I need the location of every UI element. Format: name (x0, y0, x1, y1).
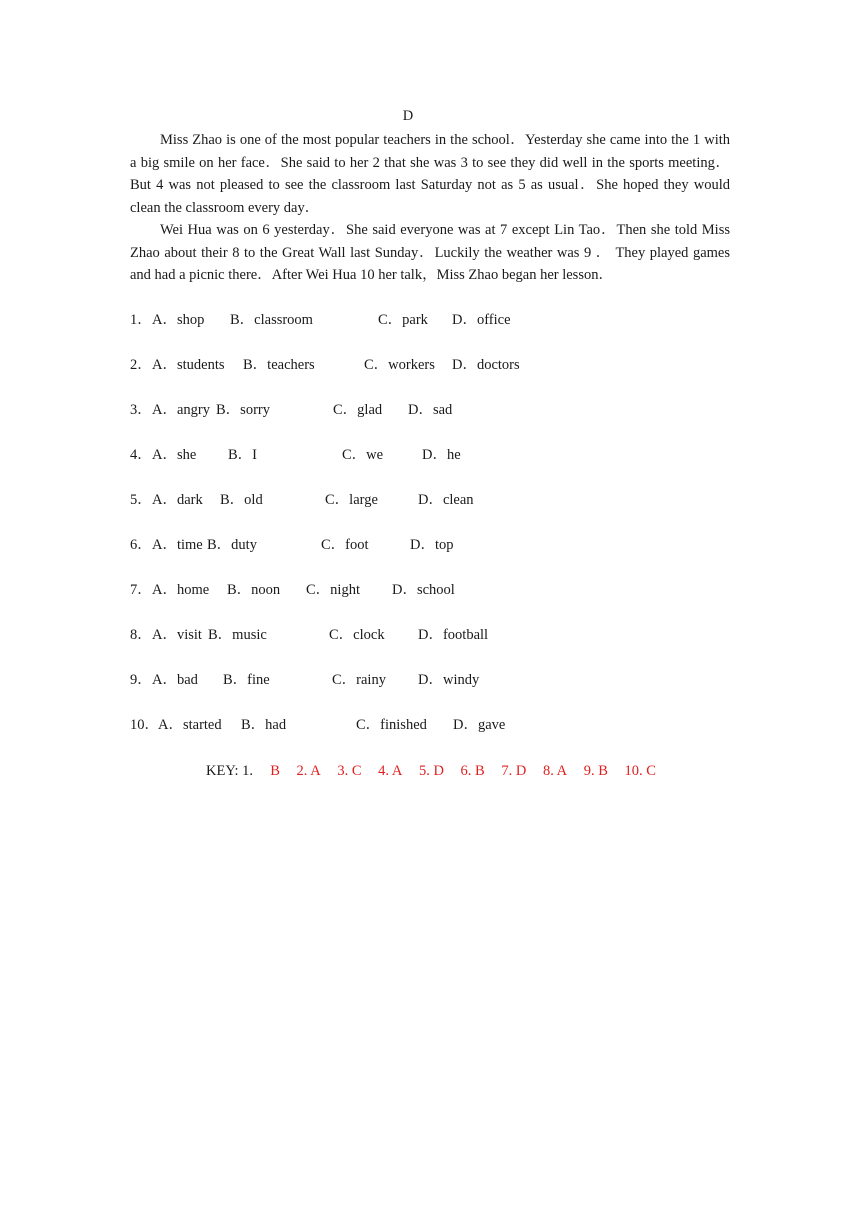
question-row (130, 624, 750, 669)
option-d: D．office (452, 312, 511, 328)
question-number: 8． (130, 627, 152, 643)
option-b: B．duty (207, 537, 257, 553)
option-d: D．windy (418, 672, 480, 688)
answer-key-item: B (270, 763, 280, 779)
question-number: 6． (130, 537, 152, 553)
answer-key (206, 760, 669, 782)
option-d: D．doctors (452, 357, 520, 373)
section-heading: D (402, 108, 414, 124)
question-row (130, 534, 750, 579)
option-a: A．students (152, 357, 225, 373)
question-row (130, 669, 750, 714)
question-list (130, 309, 750, 759)
question-row (130, 714, 750, 759)
option-c: C．night (306, 582, 360, 598)
option-b: B．music (208, 627, 267, 643)
option-a: A．shop (152, 312, 205, 328)
option-d: D．clean (418, 492, 474, 508)
option-c: C．clock (329, 627, 385, 643)
option-a: A．she (152, 447, 197, 463)
option-a: A．angry (152, 402, 210, 418)
option-d: D．gave (453, 717, 506, 733)
question-number: 4． (130, 447, 152, 463)
option-b: B．sorry (216, 402, 270, 418)
option-d: D．he (422, 447, 461, 463)
option-b: B．noon (227, 582, 281, 598)
question-number: 10． (130, 717, 159, 733)
answer-key-item: 4. A (378, 763, 403, 779)
option-d: D．school (392, 582, 455, 598)
option-b: B．teachers (243, 357, 315, 373)
question-number: 5． (130, 492, 152, 508)
question-row (130, 399, 750, 444)
question-number: 1． (130, 312, 152, 328)
option-c: C．rainy (332, 672, 386, 688)
question-row (130, 579, 750, 624)
option-b: B．classroom (230, 312, 313, 328)
option-b: B．I (228, 447, 257, 463)
question-row (130, 489, 750, 534)
option-c: C．finished (356, 717, 427, 733)
option-a: A．time (152, 537, 203, 553)
option-d: D．top (410, 537, 454, 553)
option-c: C．workers (364, 357, 435, 373)
answer-key-item: 10. C (624, 763, 656, 779)
option-c: C．foot (321, 537, 369, 553)
answer-key-item: 6. B (460, 763, 485, 779)
answer-key-item: 5. D (418, 763, 444, 779)
option-a: A．bad (152, 672, 198, 688)
option-d: D．football (418, 627, 489, 643)
option-a: A．home (152, 582, 210, 598)
option-c: C．glad (333, 402, 383, 418)
question-row (130, 309, 750, 354)
option-d: D．sad (408, 402, 453, 418)
answer-key-item: 7. D (501, 763, 527, 779)
option-b: B．had (241, 717, 287, 733)
question-row (130, 354, 750, 399)
option-c: C．large (325, 492, 378, 508)
answer-key-label: KEY: 1. (206, 763, 253, 779)
option-b: B．fine (223, 672, 270, 688)
option-a: A．visit (152, 627, 202, 643)
answer-key-item: 8. A (542, 763, 568, 779)
answer-key-item: 9. B (583, 763, 608, 779)
question-number: 2． (130, 357, 152, 373)
question-number: 3． (130, 402, 152, 418)
option-b: B．old (220, 492, 263, 508)
option-c: C．park (378, 312, 428, 328)
option-a: A．started (158, 717, 222, 733)
option-a: A．dark (152, 492, 203, 508)
answer-key-item: 2. A (296, 763, 321, 779)
question-number: 9． (130, 672, 152, 688)
passage-paragraph-2: Wei Hua was on 6 yesterday．She said everyone was at 7 except Lin Tao．Then she told Miss Zhao about their 8 to the Great Wall last Sunday．Luckily the weather was 9 ． They played games and had a picnic there．After Wei Hua 10 her talk，Miss Zhao began her lesson． (130, 222, 730, 283)
passage-paragraph-1: Miss Zhao is one of the most popular teachers in the school．Yesterday she came into the 1 with a big smile on her face．She said to her 2 that she was 3 to see they did well in the sports meeting．But 4 was not pleased to see the classroom last Saturday not as 5 as usual．She hoped they would clean the classroom every day． (130, 132, 730, 216)
question-number: 7． (130, 582, 152, 598)
cloze-passage (130, 129, 730, 287)
answer-key-item: 3. C (337, 763, 362, 779)
question-row (130, 444, 750, 489)
option-c: C．we (342, 447, 384, 463)
